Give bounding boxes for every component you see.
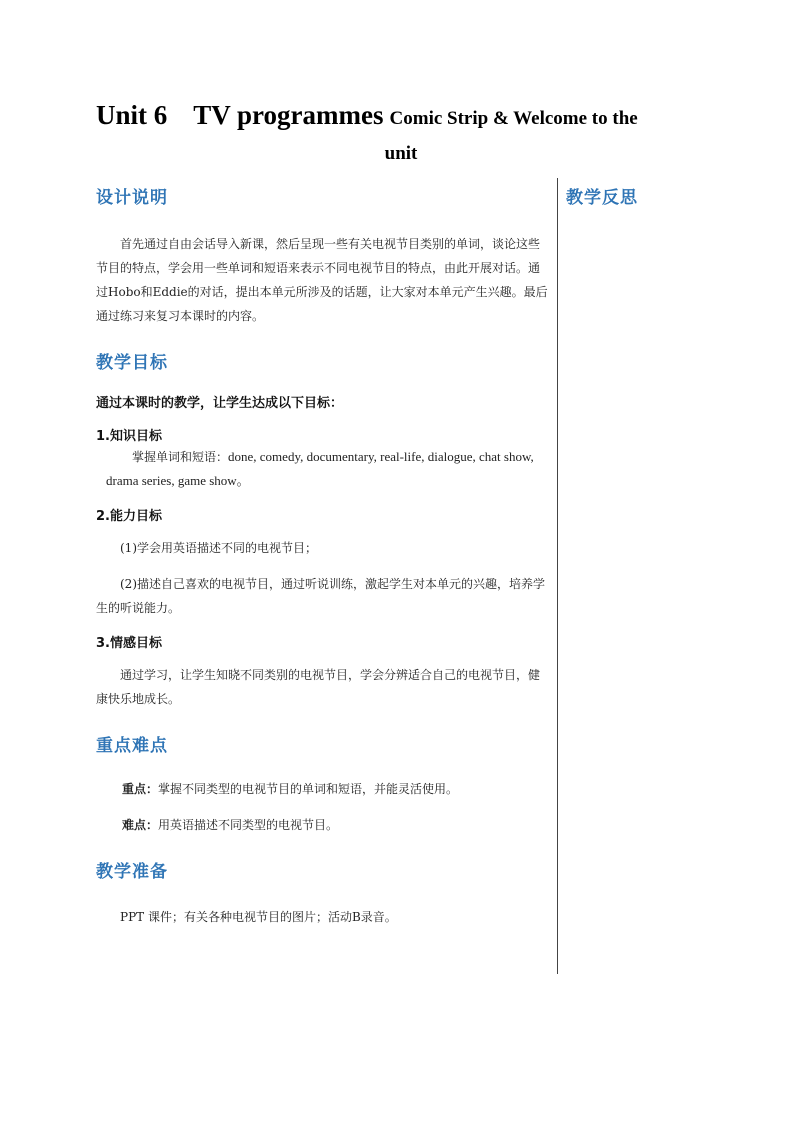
- design-text: 首先通过自由会话导入新课，然后呈现一些有关电视节目类别的单词，谈论这些节目的特点，学会用一些单词和短语来表示不同电视节目的特点，由此开展对话。通过Hobo和Eddie的对话，提出本单元所涉及的话题，让大家对本单元产生兴趣。最后通过练习来复习本课时的内容。: [96, 237, 548, 323]
- prep-heading: 教学准备: [96, 862, 168, 882]
- title-topic: TV programmes: [193, 100, 384, 130]
- emotion-text: 通过学习，让学生知晓不同类别的电视节目，学会分辨适合自己的电视节目，健康快乐地成长。: [96, 668, 541, 706]
- knowledge-words: done, comedy, documentary, real-life, dialogue, chat show, drama series, game show。: [106, 449, 534, 488]
- difficult-point: [96, 813, 551, 837]
- knowledge-title: 1.知识目标: [96, 429, 162, 444]
- prep-text: PPT 课件；有关各种电视节目的图片；活动B录音。: [120, 910, 397, 924]
- difficult-text: 用英语描述不同类型的电视节目。: [158, 818, 339, 832]
- ability-item-1: (1)学会用英语描述不同的电视节目；: [120, 541, 317, 555]
- goals-intro: 通过本课时的教学，让学生达成以下目标：: [96, 396, 344, 411]
- emotion-title: 3.情感目标: [96, 636, 162, 651]
- reflection-column: [566, 185, 766, 211]
- title-subtitle-part1: Comic Strip & Welcome to the: [389, 108, 638, 129]
- difficult-label: 难点：: [122, 818, 159, 832]
- main-column: [96, 185, 551, 929]
- ability-title: 2.能力目标: [96, 509, 162, 524]
- key-point: [96, 777, 551, 801]
- knowledge-label: 掌握单词和短语：: [132, 450, 229, 464]
- ability-item-2: (2)描述自己喜欢的电视节目，通过听说训练，激起学生对本单元的兴趣，培养学生的听说能力。: [96, 577, 546, 615]
- goals-heading: 教学目标: [96, 353, 168, 373]
- document-title: [96, 100, 706, 165]
- title-unit: Unit 6: [96, 100, 168, 130]
- reflection-heading: 教学反思: [566, 188, 638, 208]
- design-heading: 设计说明: [96, 188, 168, 208]
- keypoints-heading: 重点难点: [96, 736, 168, 756]
- title-subtitle-part2: unit: [384, 143, 418, 164]
- key-text: 掌握不同类型的电视节目的单词和短语，并能灵活使用。: [158, 782, 459, 796]
- knowledge-text: [96, 445, 551, 493]
- key-label: 重点：: [122, 782, 159, 796]
- column-divider: [557, 178, 558, 974]
